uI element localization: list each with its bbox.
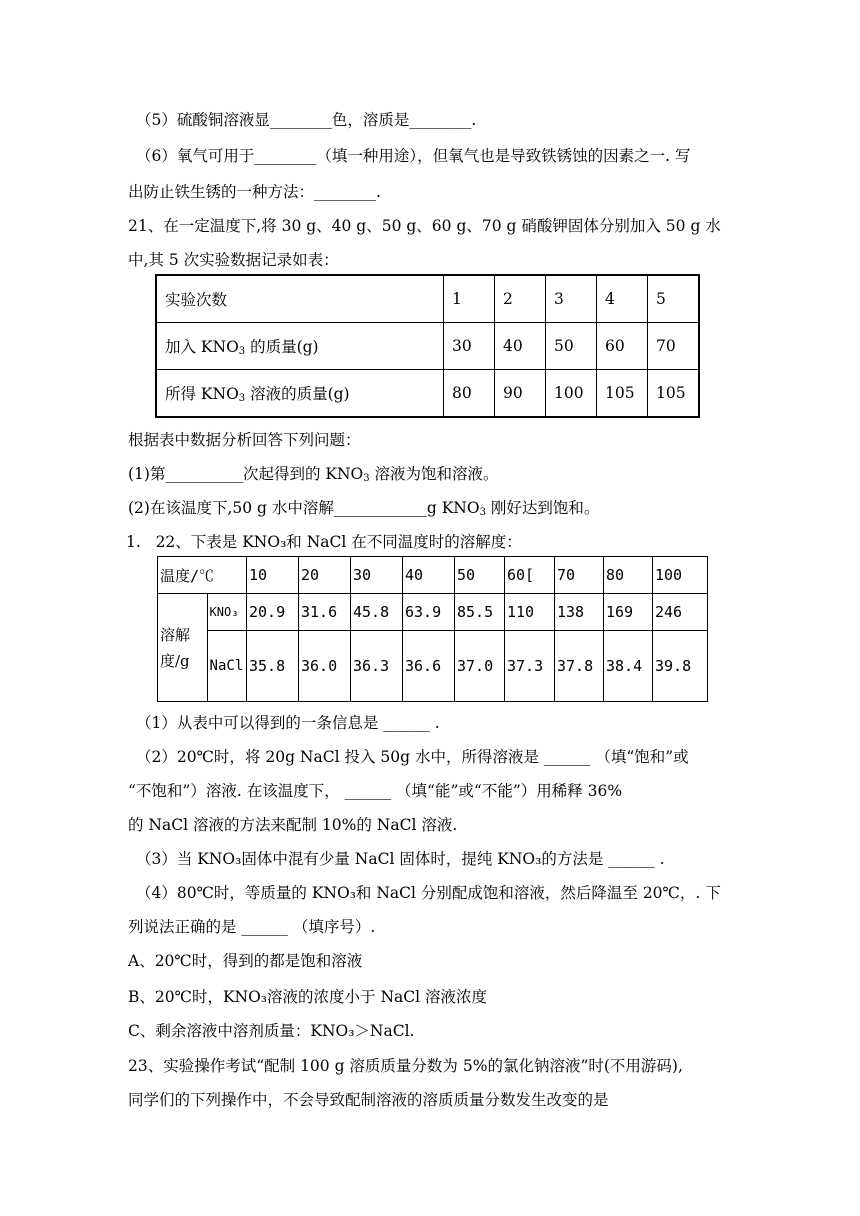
table-cell: 105 [597,370,648,418]
q22-title: 1. 22、下表是 KNO₃和 NaCl 在不同温度时的溶解度： [126,533,522,551]
q22-sub2: （2）20℃时，将 20g NaCl 投入 50g 水中，所得溶液是 ______ （填“饱和”或 [136,748,689,766]
table-row [158,594,708,631]
table-cell: 110 [505,594,555,631]
q22-sub3: （3）当 KNO₃固体中混有少量 NaCl 固体时，提纯 KNO₃的方法是 ______ . [136,850,665,868]
q22-option-c: C、剩余溶液中溶剂质量：KNO₃＞NaCl. [128,1022,415,1040]
table-cell: 105 [648,370,700,418]
table-cell: 4 [597,275,648,323]
q21-sub1: (1)第__________次起得到的 $KNO_3$ 溶液为饱和溶液。 [128,465,499,484]
table-cell: 20 [299,557,351,594]
q21-line-cont: 中,其 5 次实验数据记录如表： [128,251,339,269]
table-cell: 温度/℃ [158,557,247,594]
table-cell: 100 [546,370,597,418]
table-cell: 40 [403,557,455,594]
table-cell: 36.0 [299,631,351,702]
q22-sub1: （1）从表中可以得到的一条信息是 ______ . [136,714,440,732]
q22-sub4-cont: 列说法正确的是 ______ （填序号）. [128,918,376,936]
table-cell: 45.8 [351,594,403,631]
table-cell: 80 [444,370,495,418]
table-cell: 80 [604,557,653,594]
table-cell: 37.3 [505,631,555,702]
table-cell: 70 [648,323,700,370]
table-cell: 50 [546,323,597,370]
table-cell: NaCl [207,631,246,702]
q23-line-cont: 同学们的下列操作中，不会导致配制溶液的溶质质量分数发生改变的是 [128,1091,609,1109]
table-row [156,370,699,418]
table-row-label: 所得 $KNO_3$ 溶液的质量(g) [156,370,444,418]
table-row-label: 加入 $KNO_3$ 的质量(g) [156,323,444,370]
q21-intro: 根据表中数据分析回答下列问题： [128,431,361,449]
table-cell: 30 [444,323,495,370]
table-cell: 10 [247,557,299,594]
kno3-experiment-table [155,274,700,418]
table-cell: 31.6 [299,594,351,631]
table-cell: 90 [495,370,546,418]
table-cell: 246 [653,594,708,631]
table-cell: 138 [555,594,604,631]
table-row [158,557,708,594]
solubility-table [157,556,708,702]
table-cell: 5 [648,275,700,323]
q22-sub4: （4）80℃时，等质量的 KNO₃和 NaCl 分别配成饱和溶液，然后降温至 20℃，. 下 [136,884,721,902]
table-cell: 38.4 [604,631,653,702]
table-row [156,275,699,323]
table-row [156,323,699,370]
q22-option-b: B、20℃时，KNO₃溶液的浓度小于 NaCl 溶液浓度 [128,988,487,1006]
table-cell: 37.8 [555,631,604,702]
table-cell: 实验次数 [156,275,444,323]
table-cell: 溶解度/g [158,594,208,702]
q21-line: 21、在一定温度下,将 30 g、40 g、50 g、60 g、70 g 硝酸钾固体分别加入 50 g 水 [128,217,721,235]
table-cell: 37.0 [455,631,505,702]
q20-6-line-cont: 出防止铁生锈的一种方法：________. [128,183,381,201]
table-cell: 35.8 [247,631,299,702]
table-cell: 20.9 [247,594,299,631]
q20-5-line: （5）硫酸铜溶液显________色，溶质是________. [136,111,477,129]
table-cell: 2 [495,275,546,323]
table-cell: 36.6 [403,631,455,702]
q22-sub2-cont2: 的 NaCl 溶液的方法来配制 10%的 NaCl 溶液. [128,816,458,834]
table-cell: 36.3 [351,631,403,702]
table-cell: 50 [455,557,505,594]
q22-sub2-cont: “不饱和”）溶液. 在该温度下， ______ （填“能”或“不能”）用稀释 36% [128,782,623,800]
table-cell: 169 [604,594,653,631]
q21-sub2: (2)在该温度下,50 g 水中溶解____________g $KNO_3$ 刚好达到饱和。 [128,499,600,518]
table-cell: 63.9 [403,594,455,631]
q23-line: 23、实验操作考试“配制 100 g 溶质质量分数为 5%的氯化钠溶液”时(不用游码), [128,1057,683,1075]
table-cell: 39.8 [653,631,708,702]
table-cell: 3 [546,275,597,323]
table-cell: 100 [653,557,708,594]
table-cell: 30 [351,557,403,594]
table-cell: 70 [555,557,604,594]
table-row [158,631,708,702]
q20-6-line: （6）氧气可用于________（填一种用途），但氧气也是导致铁锈蚀的因素之一. 写 [136,147,691,165]
table-cell: 60 [597,323,648,370]
table-cell: 60[ [505,557,555,594]
table-cell: KNO₃ [207,594,246,631]
table-cell: 85.5 [455,594,505,631]
table-cell: 1 [444,275,495,323]
q22-option-a: A、20℃时，得到的都是饱和溶液 [128,952,363,970]
table-cell: 40 [495,323,546,370]
